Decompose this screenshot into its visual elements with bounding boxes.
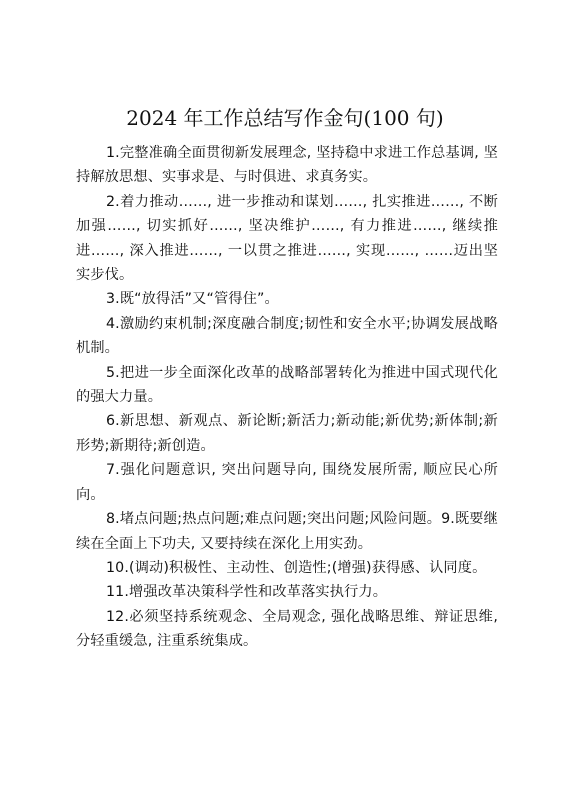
paragraph: 11.增强改革决策科学性和改革落实执行力。 [106, 584, 388, 601]
paragraph: 12.必须坚持系统观念、全局观念, 强化战略思维、辩证思维, 分轻重缓急, 注重系统集成。 [76, 608, 498, 650]
paragraph: 5.把进一步全面深化改革的战略部署转化为推进中国式现代化的强大力量。 [76, 364, 498, 406]
paragraph: 3.既“放得活”又“管得住”。 [106, 291, 279, 308]
paragraph: 6.新思想、新观点、新论断;新活力;新动能;新优势;新体制;新形势;新期待;新创造。 [76, 413, 498, 454]
paragraph: 4.激励约束机制;深度融合制度;韧性和安全水平;协调发展战略机制。 [76, 315, 498, 357]
paragraph: 2.着力推动……, 进一步推动和谋划……, 扎实推进……, 不断加强……, 切实抓好……, 坚决维护……, 有力推进……, 继续推进……, 深入推进……, 一以贯之推进……, 实现……, ……迈出坚实步伐。 [76, 193, 498, 284]
paragraph: 8.堵点问题;热点问题;难点问题;突出问题;风险问题。9.既要继续在全面上下功夫, 又要持续在深化上用实劲。 [76, 511, 498, 552]
paragraph: 7.强化问题意识, 突出问题导向, 围绕发展所需, 顺应民心所向。 [76, 462, 498, 503]
document-body [76, 141, 498, 654]
paragraph: 10.(调动)积极性、主动性、创造性;(增强)获得感、认同度。 [106, 559, 487, 576]
paragraph: 1.完整准确全面贯彻新发展理念, 坚持稳中求进工作总基调, 坚持解放思想、实事求是、与时俱进、求真务实。 [76, 145, 498, 186]
document-title: 2024 年工作总结写作金句(100 句) [126, 106, 444, 130]
